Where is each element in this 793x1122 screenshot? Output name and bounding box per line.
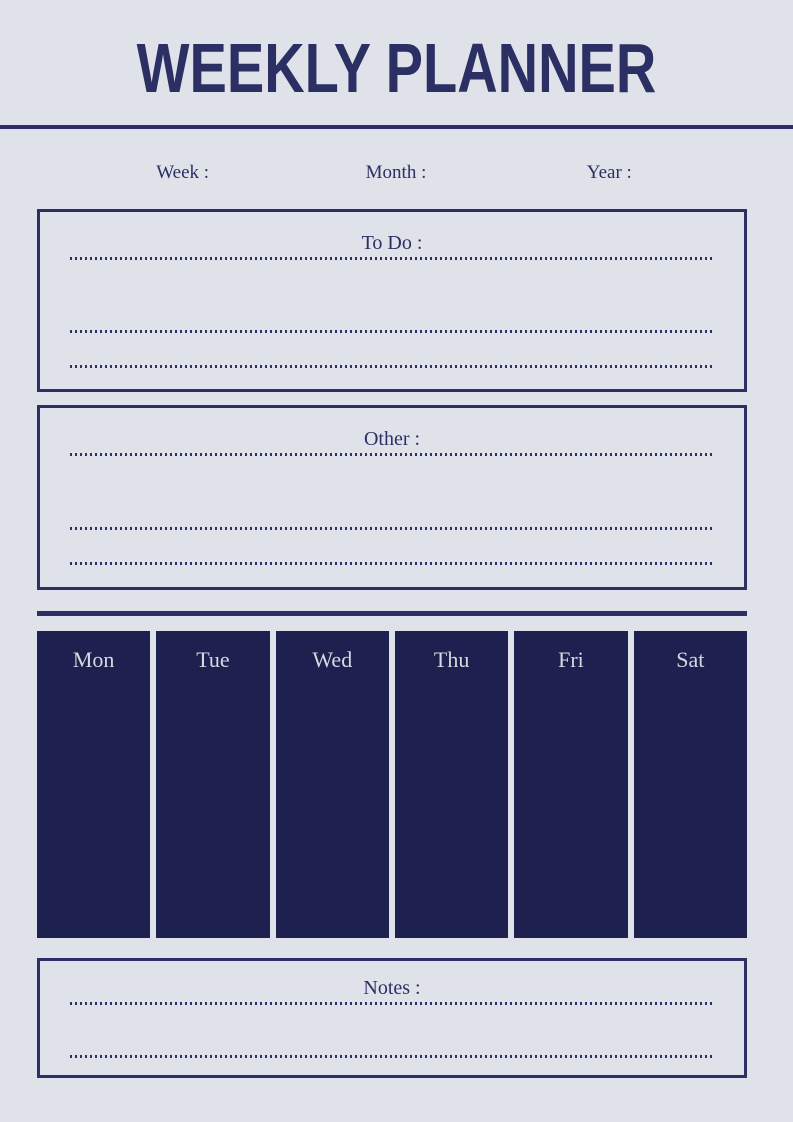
- writing-line: [70, 365, 715, 368]
- day-label: Mon: [72, 647, 115, 672]
- notes-section-title: Notes :: [363, 977, 421, 999]
- day-label: Tue: [196, 647, 230, 672]
- section-divider: [37, 611, 747, 616]
- writing-line: [70, 527, 715, 530]
- other-section-title: Other :: [363, 428, 421, 450]
- month-field-label: Month :: [365, 162, 427, 183]
- day-column-tue: [156, 631, 269, 938]
- week-field-label: Week :: [156, 162, 210, 183]
- meta-row: [76, 160, 716, 186]
- day-label: Sat: [676, 647, 705, 672]
- day-label: Fri: [558, 647, 584, 672]
- day-column-sat: [634, 631, 747, 938]
- todo-section-title: To Do :: [361, 232, 423, 254]
- day-column-wed: [276, 631, 389, 938]
- writing-line: [70, 330, 715, 333]
- writing-line: [70, 1055, 715, 1058]
- notes-section: [37, 958, 747, 1078]
- day-label: Thu: [433, 647, 470, 672]
- other-section: [37, 405, 747, 590]
- writing-line: [70, 1002, 715, 1005]
- page-title: WEEKLY PLANNER: [136, 29, 657, 107]
- writing-line: [70, 562, 715, 565]
- day-column-fri: [514, 631, 627, 938]
- writing-line: [70, 453, 715, 456]
- day-column-mon: [37, 631, 150, 938]
- writing-line: [70, 257, 715, 260]
- week-grid: [37, 631, 747, 938]
- day-label: Wed: [312, 647, 353, 672]
- todo-section: [37, 209, 747, 392]
- day-column-thu: [395, 631, 508, 938]
- year-field-label: Year :: [586, 162, 632, 183]
- header-divider: [0, 125, 793, 129]
